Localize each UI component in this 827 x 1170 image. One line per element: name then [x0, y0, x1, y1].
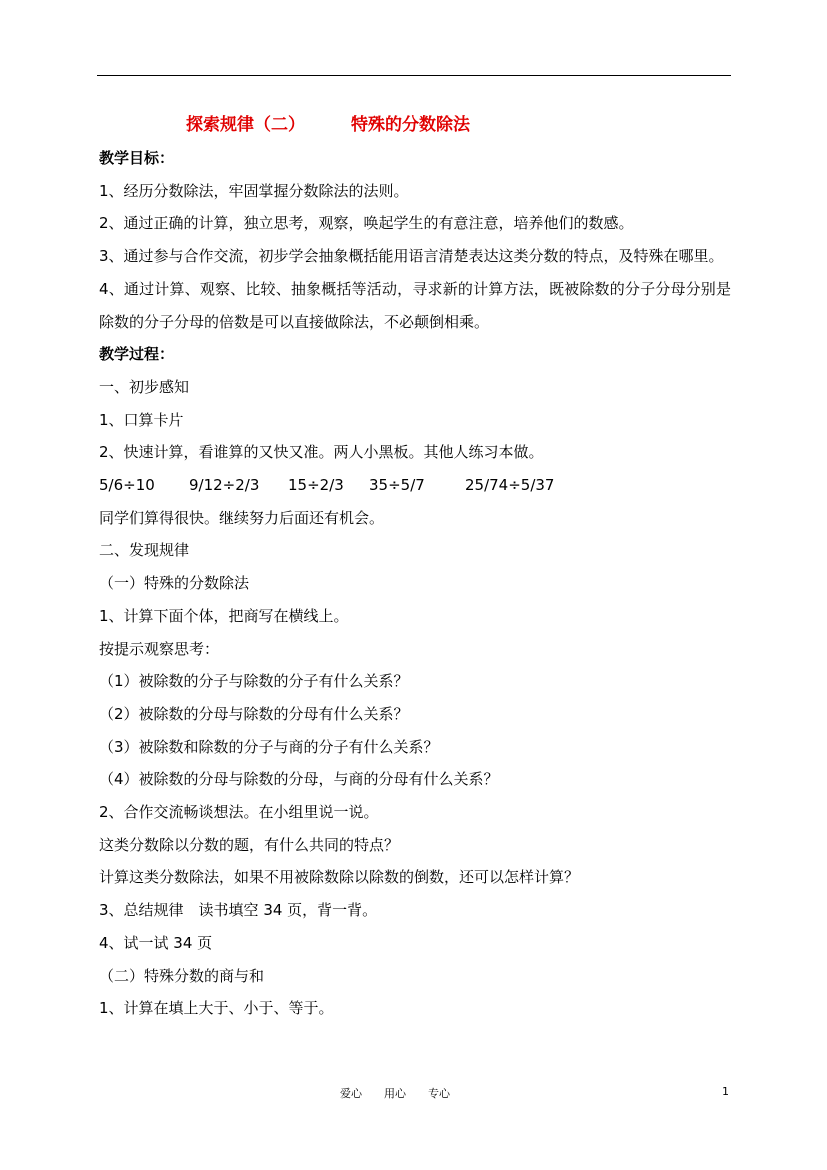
- goal-3: 3、通过参与合作交流，初步学会抽象概括能用语言清楚表达这类分数的特点，及特殊在哪里。: [99, 247, 724, 266]
- question-3: （3）被除数和除数的分子与商的分子有什么关系？: [99, 737, 439, 756]
- page-number: 1: [722, 1085, 729, 1098]
- subsection-2-heading: （二）特殊分数的商与和: [99, 966, 265, 985]
- footer-text: 爱心 用心 专心: [340, 1087, 450, 1100]
- item-2-1: 1、计算下面个体，把商写在横线上。: [99, 606, 349, 625]
- process-heading: 教学过程：: [99, 345, 175, 364]
- question-2: （2）被除数的分母与除数的分母有什么关系？: [99, 704, 409, 723]
- formula: 9/12÷2/3: [189, 476, 260, 495]
- encourage-text: 同学们算得很快。继续努力后面还有机会。: [99, 508, 385, 527]
- title-part-2: 特殊的分数除法: [351, 115, 470, 135]
- formula: 35÷5/7: [369, 476, 425, 495]
- item-2-5: 1、计算在填上大于、小于、等于。: [99, 999, 334, 1018]
- formula: 25/74÷5/37: [465, 476, 555, 495]
- document-body: [99, 142, 731, 1025]
- item-1-1: 1、口算卡片: [99, 410, 184, 429]
- subsection-1-heading: （一）特殊的分数除法: [99, 574, 250, 593]
- section-1-heading: 一、初步感知: [99, 377, 190, 396]
- feature-question: 这类分数除以分数的题，有什么共同的特点？: [99, 835, 400, 854]
- header-rule: [97, 75, 731, 76]
- item-2-2: 2、合作交流畅谈想法。在小组里说一说。: [99, 803, 379, 822]
- formula: 5/6÷10: [99, 476, 155, 495]
- question-4: （4）被除数的分母与除数的分母，与商的分母有什么关系？: [99, 770, 499, 789]
- item-2-3: 3、总结规律 读书填空 34 页，背一背。: [99, 901, 378, 920]
- item-2-4: 4、试一试 34 页: [99, 933, 213, 952]
- formula-row: [99, 469, 731, 502]
- formula: 15÷2/3: [288, 476, 344, 495]
- hint-text: 按提示观察思考：: [99, 639, 220, 658]
- question-1: （1）被除数的分子与除数的分子有什么关系？: [99, 672, 409, 691]
- goal-4: 4、通过计算、观察、比较、抽象概括等活动，寻求新的计算方法，既被除数的分子分母分别是除数的分子分母的倍数是可以直接做除法，不必颠倒相乘。: [99, 279, 731, 331]
- section-2-heading: 二、发现规律: [99, 541, 190, 560]
- goals-heading: 教学目标：: [99, 149, 175, 167]
- goal-1: 1、经历分数除法，牢固掌握分数除法的法则。: [99, 181, 409, 200]
- item-1-2: 2、快速计算，看谁算的又快又准。两人小黑板。其他人练习本做。: [99, 443, 544, 462]
- goal-2: 2、通过正确的计算，独立思考，观察，唤起学生的有意注意，培养他们的数感。: [99, 214, 634, 233]
- method-question: 计算这类分数除法，如果不用被除数除以除数的倒数，还可以怎样计算？: [99, 868, 580, 887]
- title-part-1: 探索规律（二）: [186, 115, 305, 135]
- document-title: [186, 110, 470, 138]
